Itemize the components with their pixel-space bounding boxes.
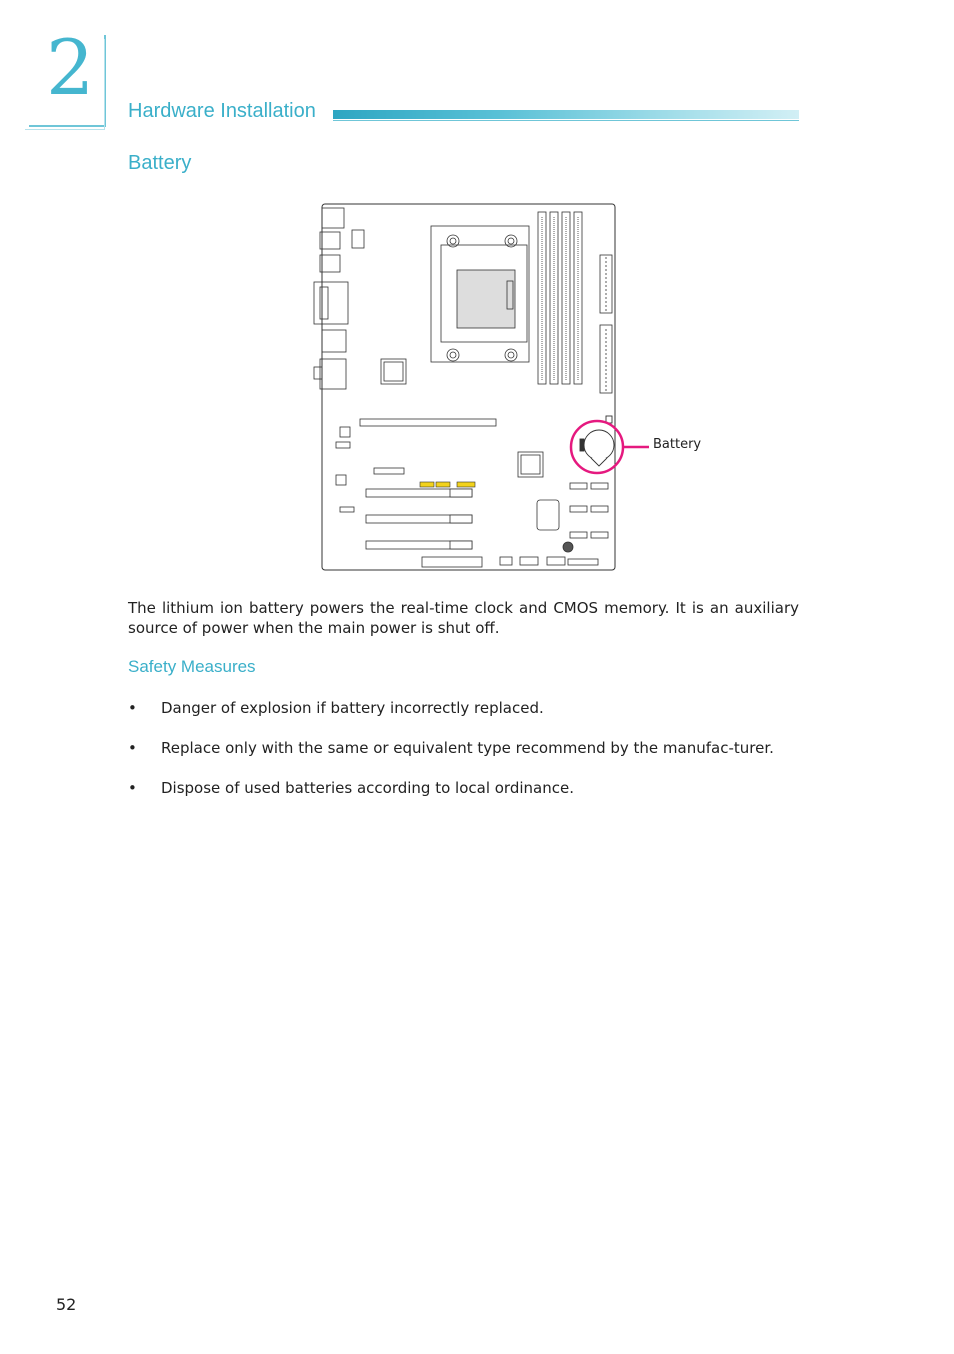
list-item-text: Danger of explosion if battery incorrectly replaced.: [161, 699, 544, 717]
chapter-title: Hardware Installation: [128, 100, 316, 122]
bullet-icon: •: [128, 739, 137, 757]
bullet-icon: •: [128, 699, 137, 717]
bullet-icon: •: [128, 779, 137, 797]
safety-list: [128, 698, 799, 818]
list-item-text: Dispose of used batteries according to local ordinance.: [161, 779, 574, 797]
page-number: 52: [56, 1295, 77, 1314]
yellow-headers: [420, 482, 475, 487]
section-heading: Battery: [128, 152, 192, 174]
cpu-socket: [431, 226, 529, 362]
chapter-number: 2: [46, 23, 95, 112]
list-item-text: Replace only with the same or equivalent type recommend by the manufac-turer.: [161, 739, 774, 757]
title-gradient-bar: [333, 110, 799, 119]
list-item: [128, 778, 799, 798]
battery-description: The lithium ion battery powers the real-time clock and CMOS memory. It is an auxiliary source of power when the main power is shut off.: [128, 599, 799, 637]
list-item: [128, 698, 799, 718]
safety-heading: Safety Measures: [128, 657, 256, 676]
list-item: [128, 738, 799, 758]
motherboard-diagram: [300, 195, 720, 575]
battery-callout-label: Battery: [653, 437, 702, 452]
